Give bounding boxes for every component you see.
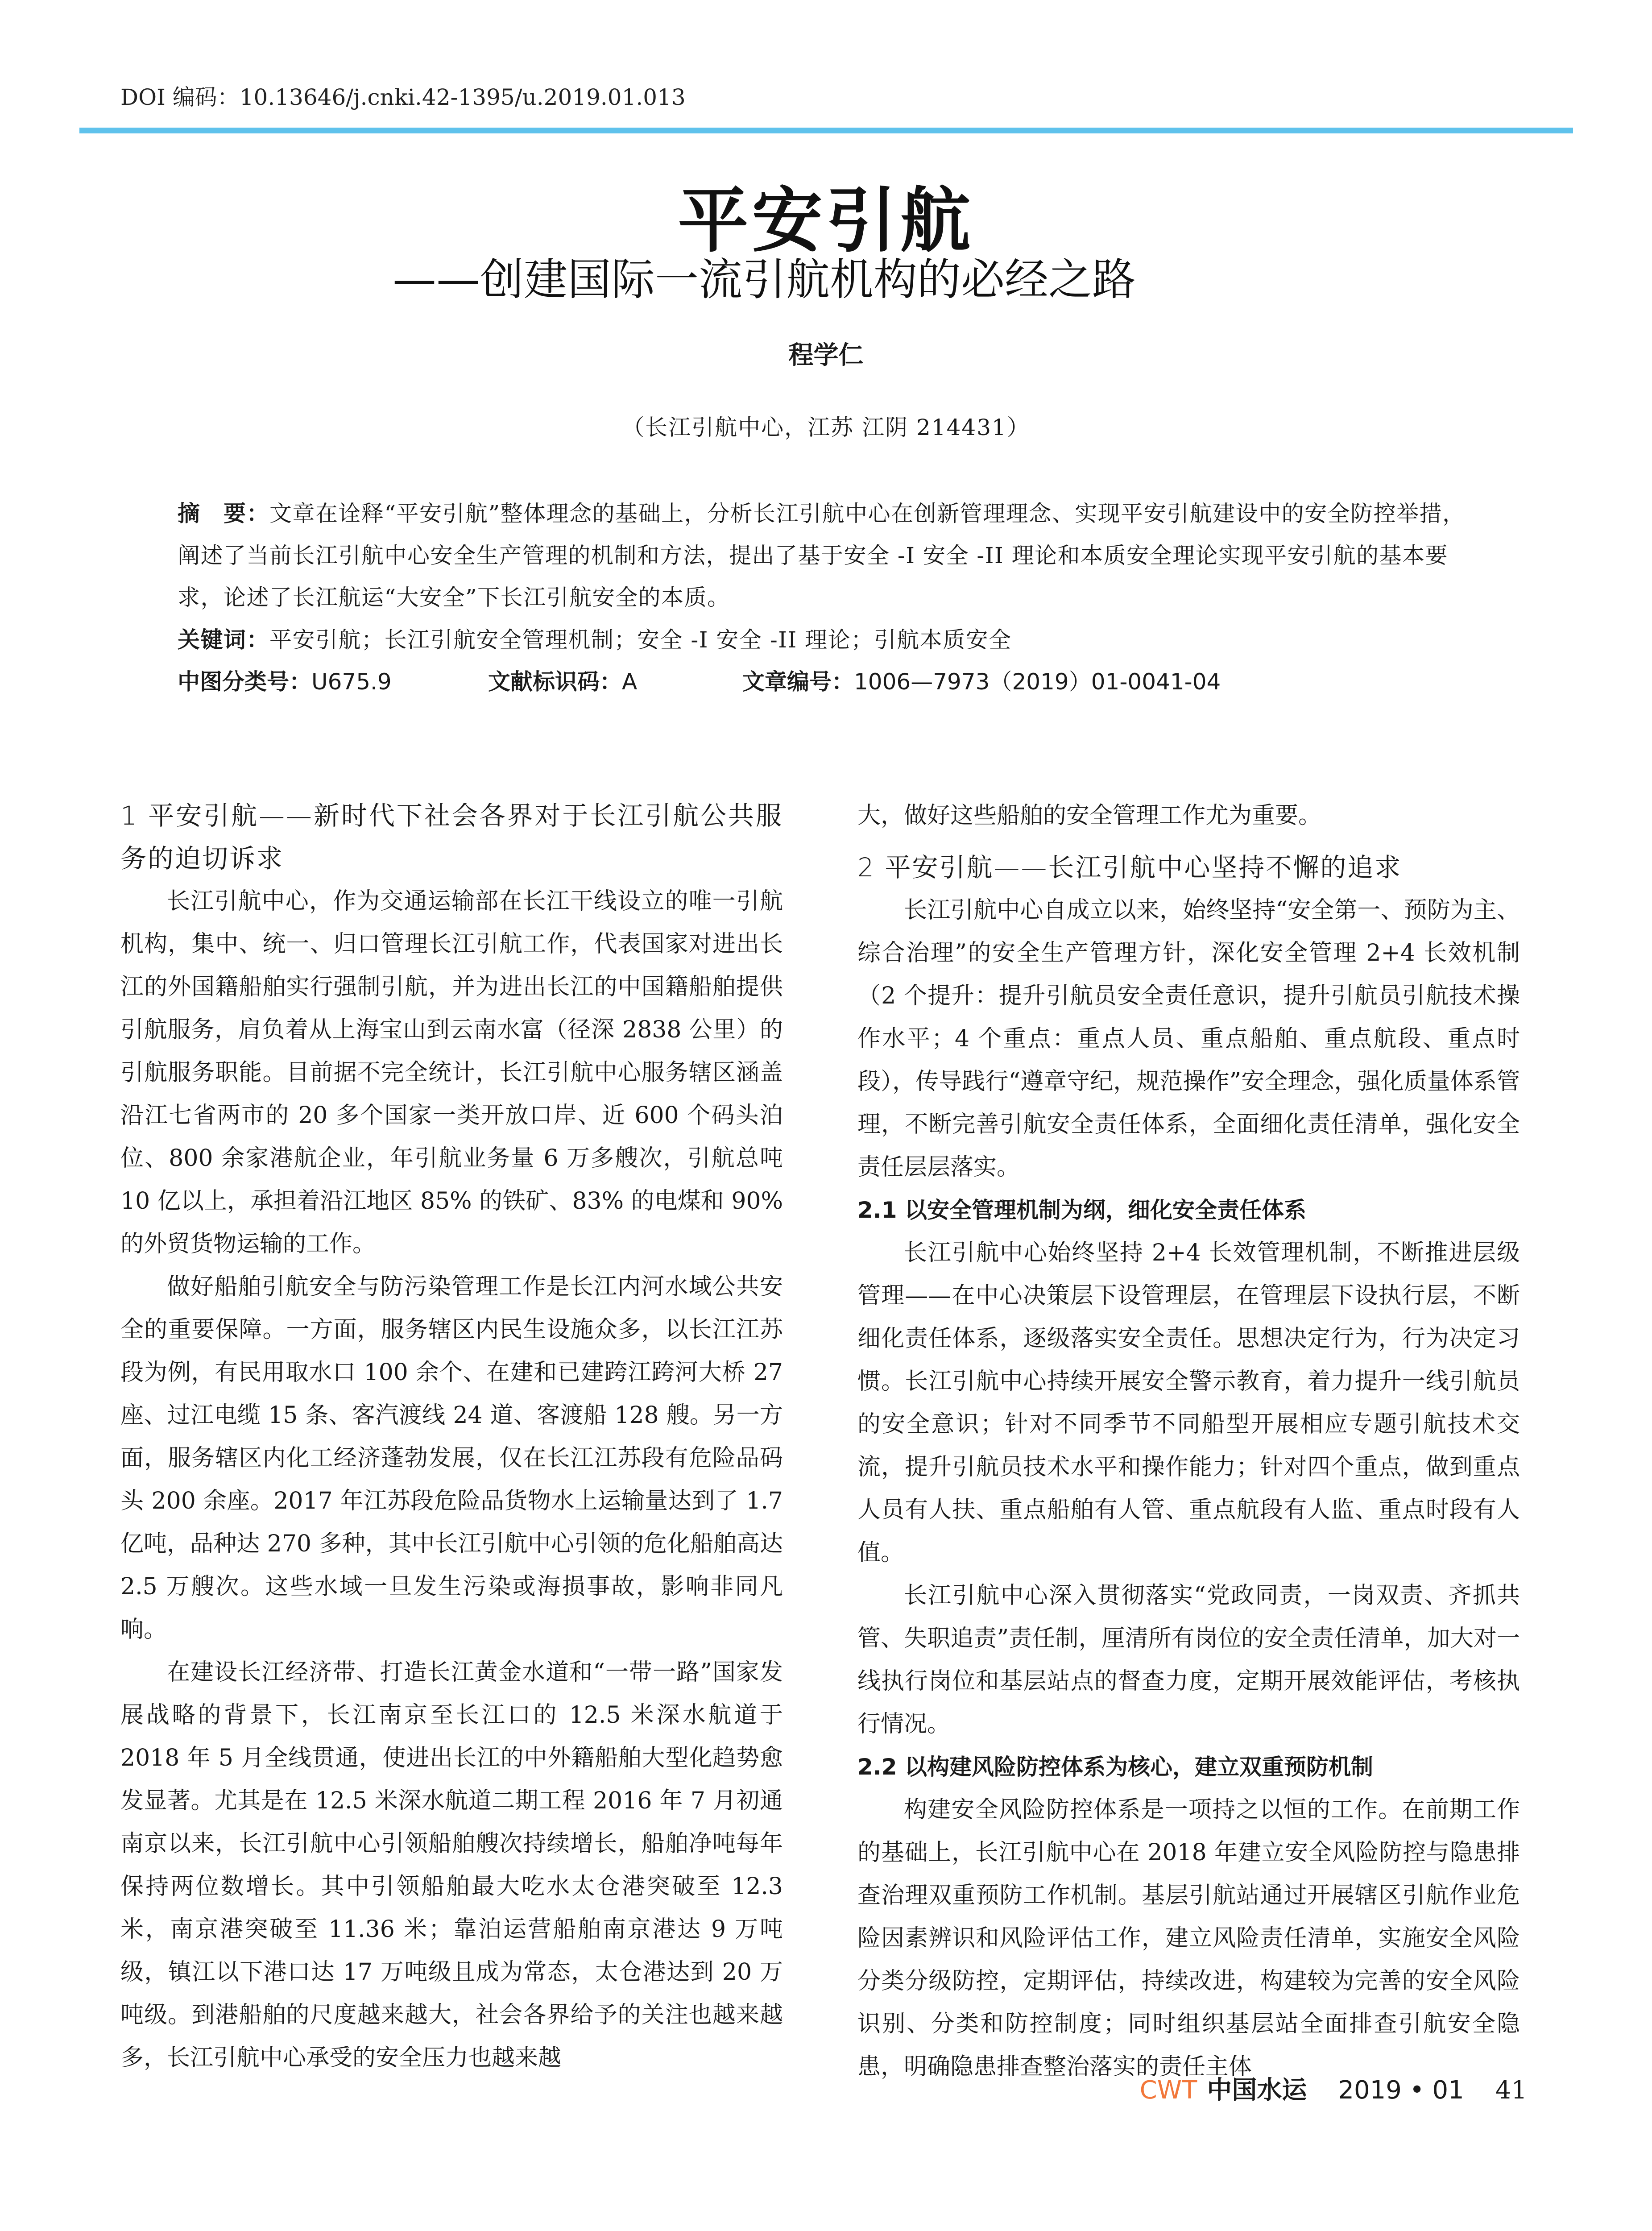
- abstract-text: 文章在诠释“平安引航”整体理念的基础上，分析长江引航中心在创新管理理念、实现平安引航建设中的安全防控举措，阐述了当前长江引航中心安全生产管理的机制和方法，提出了基于安全 -I 安全 -II 理论和本质安全理论实现平安引航的基本要求，论述了长江航运“大安全”下长江引航安全的本质。: [178, 501, 1466, 610]
- paragraph: 构建安全风险防控体系是一项持之以恒的工作。在前期工作的基础上，长江引航中心在 2018 年建立安全风险防控与隐患排查治理双重预防工作机制。基层引航站通过开展辖区引航作业危险因素辨识和风险评估工作，建立风险责任清单，实施安全风险分类分级防控，定期评估，持续改进，构建较为完善的安全风险识别、分类和防控制度；同时组织基层站全面排查引航安全隐患，明确隐患排查整治落实的责任主体: [857, 1796, 1520, 2080]
- subsection-2-2-heading: 2.2 以构建风险防控体系为核心，建立双重预防机制: [857, 1754, 1373, 1780]
- clc-number: [178, 664, 392, 696]
- paragraph: 做好船舶引航安全与防污染管理工作是长江内河水域公共安全的重要保障。一方面，服务辖区内民生设施众多，以长江江苏段为例，有民用取水口 100 余个、在建和已建跨江跨河大桥 27 座、过江电缆 15 条、客汽渡线 24 道、客渡船 128 艘。另一方面，服务辖区内化工经济蓬勃发展，仅在长江江苏段有危险品码头 200 余座。2017 年江苏段危险品货物水上运输量达到了 1.7 亿吨，品种达 270 多种，其中长江引航中心引领的危化船舶高达 2.5 万艘次。这些水域一旦发生污染或海损事故，影响非同凡响。: [120, 1273, 783, 1643]
- author-name: 程学仁: [788, 341, 864, 370]
- paragraph: 长江引航中心自成立以来，始终坚持“安全第一、预防为主、综合治理”的安全生产管理方针，深化安全管理 2+4 长效机制（2 个提升：提升引航员安全责任意识，提升引航员引航技术操作水平；4 个重点：重点人员、重点船舶、重点航段、重点时段），传导践行“遵章守纪，规范操作”安全理念，强化质量体系管理，不断完善引航安全责任体系，全面细化责任清单，强化安全责任层层落实。: [857, 897, 1520, 1181]
- keywords-block: [178, 622, 1485, 654]
- paragraph: 长江引航中心始终坚持 2+4 长效管理机制，不断推进层级管理——在中心决策层下设管理层，在管理层下设执行层，不断细化责任体系，逐级落实安全责任。思想决定行为，行为决定习惯。长江引航中心持续开展安全警示教育，着力提升一线引航员的安全意识；针对不同季节不同船型开展相应专题引航技术交流，提升引航员技术水平和操作能力；针对四个重点，做到重点人员有人扶、重点船舶有人管、重点航段有人监、重点时段有人值。: [857, 1240, 1520, 1566]
- section-2-heading: 2 平安引航——长江引航中心坚持不懈的追求: [857, 852, 1402, 883]
- doi-line: DOI 编码：10.13646/j.cnki.42-1395/u.2019.01.013: [120, 84, 686, 110]
- document-code: [488, 664, 637, 696]
- header-rule: [79, 128, 1573, 133]
- page-number: 41: [1495, 2076, 1527, 2105]
- clc-label: 中图分类号：: [178, 669, 311, 695]
- section-1-heading: 1 平安引航——新时代下社会各界对于长江引航公共服务的迫切诉求: [120, 800, 783, 874]
- article-number-value: 1006—7973（2019）01-0041-04: [854, 669, 1221, 695]
- doc-code-value: A: [622, 669, 638, 695]
- body-column-left: [120, 794, 783, 2079]
- article-title: 平安引航: [678, 179, 974, 262]
- keywords-text: 平安引航；长江引航安全管理机制；安全 -I 安全 -II 理论；引航本质安全: [269, 627, 1012, 653]
- paragraph-continuation: 大，做好这些船舶的安全管理工作尤为重要。: [857, 802, 1322, 829]
- abstract-label: 摘 要：: [178, 501, 269, 527]
- keywords-label: 关键词：: [178, 627, 269, 653]
- doc-code-label: 文献标识码：: [488, 669, 622, 695]
- abstract-block: [178, 493, 1485, 618]
- article-subtitle: ——创建国际一流引航机构的必经之路: [393, 254, 1136, 305]
- paragraph: 在建设长江经济带、打造长江黄金水道和“一带一路”国家发展战略的背景下，长江南京至长江口的 12.5 米深水航道于 2018 年 5 月全线贯通，使进出长江的中外籍船舶大型化趋势愈发显著。尤其是在 12.5 米深水航道二期工程 2016 年 7 月初通南京以来，长江引航中心引领船舶艘次持续增长，船舶净吨每年保持两位数增长。其中引领船舶最大吃水太仓港突破至 12.3 米，南京港突破至 11.36 米；靠泊运营船舶南京港达 9 万吨级，镇江以下港口达 17 万吨级且成为常态，太仓港达到 20 万吨级。到港船舶的尺度越来越大，社会各界给予的关注也越来越多，长江引航中心承受的安全压力也越来越: [120, 1659, 783, 2071]
- clc-value: U675.9: [311, 669, 392, 695]
- paragraph: 长江引航中心深入贯彻落实“党政同责，一岗双责、齐抓共管、失职追责”责任制，厘清所有岗位的安全责任清单，加大对一线执行岗位和基层站点的督查力度，定期开展效能评估，考核执行情况。: [857, 1582, 1520, 1738]
- body-column-right: [857, 794, 1520, 2088]
- footer-issue: 2019 • 01: [1338, 2076, 1464, 2105]
- subsection-2-1-heading: 2.1 以安全管理机制为纲，细化安全责任体系: [857, 1197, 1306, 1223]
- paragraph: 长江引航中心，作为交通运输部在长江干线设立的唯一引航机构，集中、统一、归口管理长江引航工作，代表国家对进出长江的外国籍船舶实行强制引航，并为进出长江的中国籍船舶提供引航服务，肩负着从上海宝山到云南水富（径深 2838 公里）的引航服务职能。目前据不完全统计，长江引航中心服务辖区涵盖沿江七省两市的 20 多个国家一类开放口岸、近 600 个码头泊位、800 余家港航企业，年引航业务量 6 万多艘次，引航总吨 10 亿以上，承担着沿江地区 85% 的铁矿、83% 的电煤和 90% 的外贸货物运输的工作。: [120, 888, 783, 1257]
- footer-journal: 中国水运: [1207, 2075, 1307, 2105]
- article-number: [742, 664, 1221, 696]
- page-footer: [1140, 2070, 1527, 2106]
- author-affiliation: （长江引航中心，江苏 江阴 214431）: [622, 415, 1030, 440]
- article-number-label: 文章编号：: [742, 669, 854, 695]
- footer-brand: CWT: [1139, 2076, 1197, 2105]
